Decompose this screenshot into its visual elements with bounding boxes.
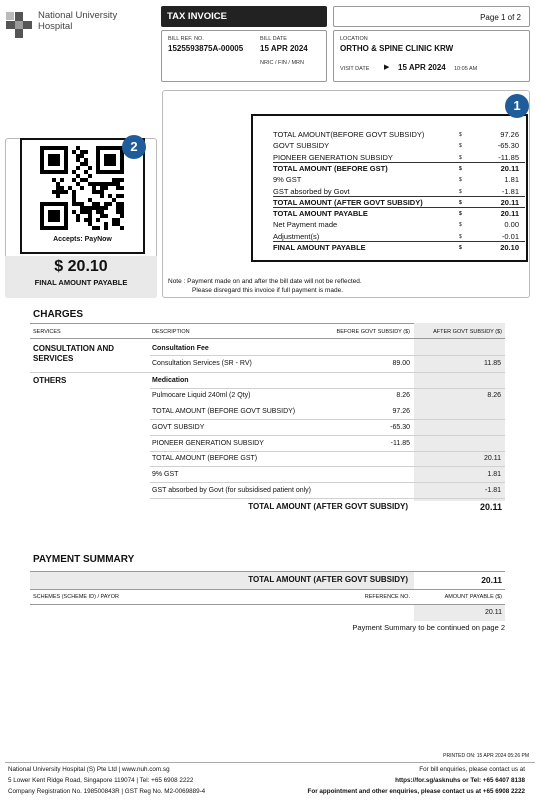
charges-title: CHARGES xyxy=(33,309,84,320)
visit-time-value: 10:05 AM xyxy=(454,66,478,72)
totals-box xyxy=(251,114,528,262)
subtotal-after: 20.11 xyxy=(484,455,501,463)
location-label: LOCATION xyxy=(340,36,368,42)
footer-right-line-2: https://for.sg/asknuhs or Tel: +65 6407 8138 xyxy=(395,777,525,784)
summary-row-value: 20.11 xyxy=(500,209,519,219)
consultation-item: Consultation Services (SR - RV) xyxy=(152,360,252,367)
currency-symbol: $ xyxy=(459,177,462,184)
others-item: Pulmocare Liquid 240ml (2 Qty) xyxy=(152,392,251,399)
col-reference: REFERENCE NO. xyxy=(364,594,410,600)
summary-row-value: 20.10 xyxy=(500,243,519,252)
note-line-2: Please disregard this invoice if full payment is made. xyxy=(192,287,344,294)
bill-date-value: 15 APR 2024 xyxy=(260,44,308,53)
summary-row xyxy=(273,232,525,242)
footer-left-line-3: Company Registration No. 198500843R | GST Reg No. M2-0069889-4 xyxy=(8,788,206,795)
charges-subtotal-row xyxy=(30,483,505,498)
location-value: ORTHO & SPINE CLINIC KRW xyxy=(340,44,454,53)
subtotal-label: GST absorbed by Govt (for subsidised patient only) xyxy=(152,487,312,494)
nric-label: NRIC / FIN / MRN xyxy=(260,60,304,66)
printed-on: PRINTED ON: 15 APR 2024 05:26 PM xyxy=(443,753,529,759)
footer-right xyxy=(250,764,525,797)
consultation-before: 89.00 xyxy=(392,360,410,367)
callout-badge-1: 1 xyxy=(505,94,529,118)
logo-line-1: National University xyxy=(38,10,118,21)
charges-header-bottom-line xyxy=(30,338,505,339)
summary-row xyxy=(273,209,525,219)
note-line-1: Note : Payment made on and after the bill date will not be reflected. xyxy=(168,278,362,285)
page-indicator: Page 1 of 2 xyxy=(333,6,530,27)
visit-date-label: VISIT DATE xyxy=(340,66,370,72)
payment-row-amount: 20.11 xyxy=(485,609,502,616)
summary-row xyxy=(273,243,525,253)
summary-row xyxy=(273,220,525,230)
currency-symbol: $ xyxy=(459,143,462,150)
bill-ref-label: BILL REF. NO. xyxy=(168,36,204,42)
summary-row-label: TOTAL AMOUNT(BEFORE GOVT SUBSIDY) xyxy=(273,130,425,139)
summary-row-label: GST absorbed by Govt xyxy=(273,186,350,196)
hospital-logo xyxy=(6,10,156,40)
logo-text xyxy=(38,10,117,32)
row-divider xyxy=(150,388,505,389)
subtotal-before: 97.26 xyxy=(392,408,410,415)
subtotal-before: -65.30 xyxy=(390,423,410,431)
summary-row-label: FINAL AMOUNT PAYABLE xyxy=(273,243,366,252)
qr-code-icon xyxy=(40,146,124,230)
summary-row-value: 97.26 xyxy=(500,130,519,139)
currency-symbol: $ xyxy=(459,188,462,195)
charges-subtotal-row xyxy=(30,404,505,419)
charges-subtotal-row xyxy=(30,451,505,466)
play-arrow-icon: ▶ xyxy=(384,64,390,71)
logo-line-2: Hospital xyxy=(38,21,73,32)
currency-symbol: $ xyxy=(459,199,462,206)
others-group: Medication xyxy=(152,377,189,384)
summary-row-label: PIONEER GENERATION SUBSIDY xyxy=(273,152,393,162)
summary-row-label: Adjustment(s) xyxy=(273,231,320,241)
footer-left-line-1: National University Hospital (S) Pte Ltd | www.nuh.com.sg xyxy=(8,766,170,773)
bill-ref-value: 1525593875A-00005 xyxy=(168,44,244,53)
grand-total-label: TOTAL AMOUNT (AFTER GOVT SUBSIDY) xyxy=(248,502,408,511)
payment-total-value: 20.11 xyxy=(481,575,502,585)
payment-continued-note: Payment Summary to be continued on page 2 xyxy=(352,623,505,632)
summary-row-value: 1.81 xyxy=(504,175,519,185)
summary-row-value: 20.11 xyxy=(500,197,519,207)
summary-row-label: Net Payment made xyxy=(273,220,338,230)
tax-invoice-title: TAX INVOICE xyxy=(161,6,327,27)
summary-row-value: -0.01 xyxy=(501,231,519,241)
summary-row xyxy=(273,130,525,140)
consultation-after: 11.85 xyxy=(484,360,501,367)
currency-symbol: $ xyxy=(459,233,462,240)
footer-left-line-2: 5 Lower Kent Ridge Road, Singapore 119074 | Tel: +65 6908 2222 xyxy=(8,777,194,784)
summary-row xyxy=(273,187,525,197)
payment-total-row xyxy=(30,571,505,589)
currency-symbol: $ xyxy=(459,154,462,161)
subtotal-label: TOTAL AMOUNT (BEFORE GOVT SUBSIDY) xyxy=(152,408,296,415)
charges-header-row xyxy=(30,324,505,338)
row-divider xyxy=(150,355,505,356)
footer-divider xyxy=(5,762,535,763)
summary-row-label: TOTAL AMOUNT (BEFORE GST) xyxy=(273,163,388,173)
col-description: DESCRIPTION xyxy=(152,329,190,335)
visit-date-value: 15 APR 2024 xyxy=(398,63,446,72)
currency-symbol: $ xyxy=(459,132,462,138)
service-consultation-line-1: CONSULTATION AND xyxy=(33,344,115,353)
summary-row-label: 9% GST xyxy=(273,175,302,185)
subtotal-after: -1.81 xyxy=(485,487,501,494)
summary-row-value: 20.11 xyxy=(500,163,519,173)
subtotal-label: GOVT SUBSIDY xyxy=(152,423,205,431)
payment-summary-title: PAYMENT SUMMARY xyxy=(33,554,135,565)
bill-info-box xyxy=(161,30,327,82)
accepts-paynow-label: Accepts: PayNow xyxy=(53,236,112,243)
charges-subtotal-row xyxy=(30,467,505,482)
final-amount-label: FINAL AMOUNT PAYABLE xyxy=(34,278,128,287)
charges-subtotal-row xyxy=(30,420,505,435)
footer-right-line-1: For bill enquiries, please contact us at xyxy=(419,766,525,773)
summary-row-label: TOTAL AMOUNT (AFTER GOVT SUBSIDY) xyxy=(273,197,423,207)
col-after-subsidy: AFTER GOVT SUBSIDY ($) xyxy=(433,329,502,335)
currency-symbol: $ xyxy=(459,222,462,229)
others-before: 8.26 xyxy=(396,392,410,399)
summary-row-label: TOTAL AMOUNT PAYABLE xyxy=(273,209,368,219)
payment-note xyxy=(168,277,362,295)
logo-cross-icon xyxy=(6,12,32,38)
consultation-group: Consultation Fee xyxy=(152,345,209,352)
summary-row xyxy=(273,141,525,151)
subtotal-label: PIONEER GENERATION SUBSIDY xyxy=(152,439,264,447)
service-consultation-line-2: SERVICES xyxy=(33,354,74,363)
charges-subtotal-row xyxy=(30,436,505,451)
col-services: SERVICES xyxy=(33,329,61,335)
payment-header-row xyxy=(30,590,505,604)
col-scheme: SCHEMES (SCHEME ID) / PAYOR xyxy=(33,594,119,600)
summary-row-value: -65.30 xyxy=(497,141,519,151)
summary-row-value: -11.85 xyxy=(498,152,519,162)
col-amount-payable: AMOUNT PAYABLE ($) xyxy=(444,594,502,600)
subtotal-label: 9% GST xyxy=(152,471,179,479)
location-info-box xyxy=(333,30,530,82)
summary-row-label: GOVT SUBSIDY xyxy=(273,141,330,151)
final-amount-value: $ 20.10 xyxy=(54,258,108,275)
subtotal-label: TOTAL AMOUNT (BEFORE GST) xyxy=(152,455,258,463)
subtotal-before: -11.85 xyxy=(390,439,410,447)
summary-row xyxy=(273,198,525,208)
currency-symbol: $ xyxy=(459,245,462,251)
currency-symbol: $ xyxy=(459,211,462,218)
charges-grand-total-row xyxy=(30,499,505,515)
summary-row-value: -1.81 xyxy=(501,186,519,196)
service-others: OTHERS xyxy=(33,376,67,385)
footer-left xyxy=(8,764,205,797)
callout-badge-2: 2 xyxy=(122,135,146,159)
charge-row-consultation xyxy=(30,340,505,373)
summary-row-value: 0.00 xyxy=(504,220,519,230)
col-before-subsidy: BEFORE GOVT SUBSIDY ($) xyxy=(336,329,410,335)
bill-date-label: BILL DATE xyxy=(260,36,287,42)
grand-total-value: 20.11 xyxy=(479,502,502,512)
footer-right-line-3: For appointment and other enquiries, please contact us at +65 6908 2222 xyxy=(307,788,525,795)
subtotal-after: 1.81 xyxy=(487,471,501,479)
summary-row xyxy=(273,175,525,185)
others-after: 8.26 xyxy=(487,392,501,399)
currency-symbol: $ xyxy=(459,165,462,172)
summary-row xyxy=(273,153,525,163)
summary-row xyxy=(273,164,525,174)
payment-total-label: TOTAL AMOUNT (AFTER GOVT SUBSIDY) xyxy=(248,575,408,584)
